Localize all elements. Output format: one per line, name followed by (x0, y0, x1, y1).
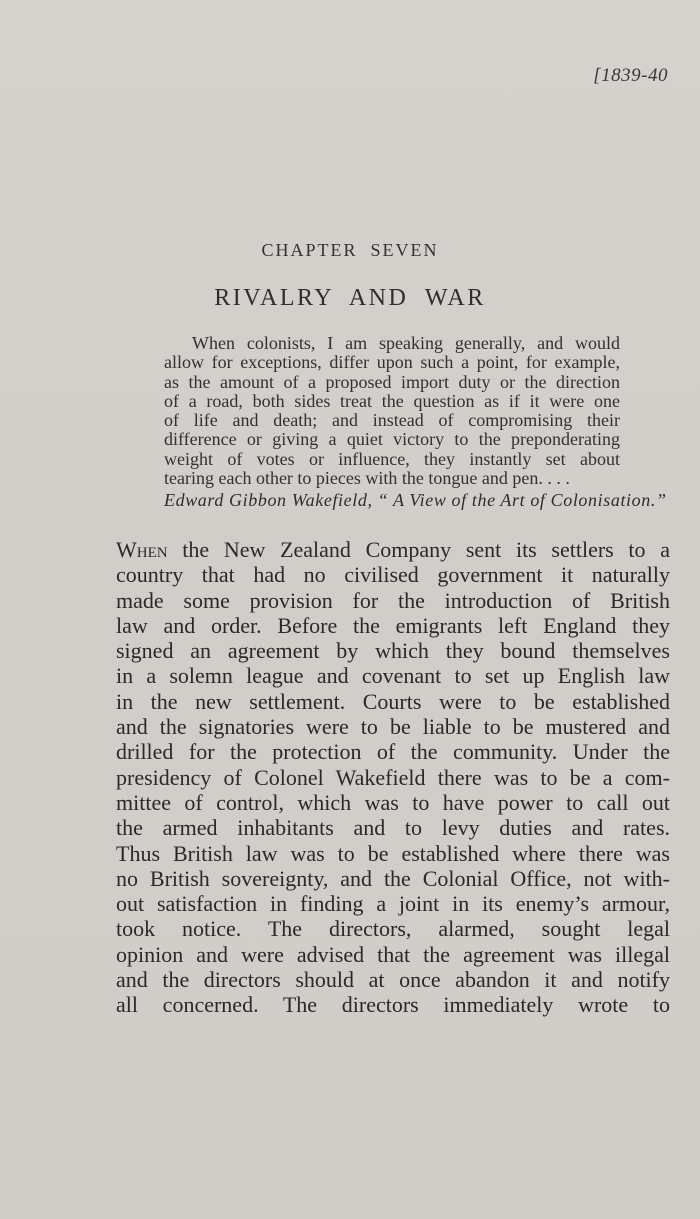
body-line: law and order. Before the emigrants left England they (116, 612, 670, 638)
body-line-first-rest: the New Zealand Company sent its settlers to a (167, 537, 670, 562)
body-line: drilled for the protection of the community. Under the (116, 739, 670, 765)
chapter-title: RIVALRY AND WAR (214, 285, 486, 311)
epigraph-line: When colonists, I am speaking generally, and would (192, 333, 620, 353)
body-line: in a solemn league and covenant to set up English law (116, 663, 670, 689)
body-line: signed an agreement by which they bound themselves (116, 638, 670, 664)
body-line: and the directors should at once abandon it and notify (116, 967, 670, 993)
epigraph-line: of a road, both sides treat the question as if it were one (164, 390, 620, 411)
body-line: country that had no civilised government it naturally (116, 562, 670, 588)
body-line: in the new settlement. Courts were to be established (116, 688, 670, 714)
body-paragraph (116, 537, 670, 1018)
epigraph-line: allow for exceptions, differ upon such a point, for example, (164, 352, 620, 373)
epigraph-attribution: Edward Gibbon Wakefield, “ A View of the Art of Colonisation.” (164, 490, 667, 510)
body-line: opinion and were advised that the agreement was illegal (116, 941, 670, 967)
body-line: mittee of control, which was to have power to call out (116, 789, 670, 815)
epigraph-line: difference or giving a quiet victory to the preponderating (164, 429, 620, 450)
body-line: out satisfaction in finding a joint in its enemy’s armour, (116, 891, 670, 917)
epigraph-line: as the amount of a proposed import duty or the direction (164, 371, 620, 392)
body-line: and the signatories were to be liable to be mustered and (116, 714, 670, 740)
body-line: took notice. The directors, alarmed, sought legal (116, 916, 670, 942)
body-line: Thus British law was to be established where there was (116, 840, 670, 866)
epigraph-quote (164, 334, 620, 488)
body-line: no British sovereignty, and the Colonial Office, not with- (116, 865, 670, 891)
body-line: presidency of Colonel Wakefield there was to be a com- (116, 764, 670, 790)
epigraph-line: of life and death; and instead of compromising their (164, 410, 620, 431)
epigraph-line: tearing each other to pieces with the tongue and pen. . . . (164, 468, 570, 489)
chapter-label: CHAPTER SEVEN (261, 240, 439, 260)
body-line: all concerned. The directors immediately wrote to (116, 992, 670, 1018)
epigraph-line: weight of votes or influence, they instantly set about (164, 448, 620, 469)
body-line: made some provision for the introduction of British (116, 587, 670, 613)
body-line: the armed inhabitants and to levy duties and rates. (116, 815, 670, 841)
body-line-first (116, 537, 670, 562)
running-head: [1839-40 (593, 65, 668, 86)
drop-word: When (116, 537, 168, 562)
